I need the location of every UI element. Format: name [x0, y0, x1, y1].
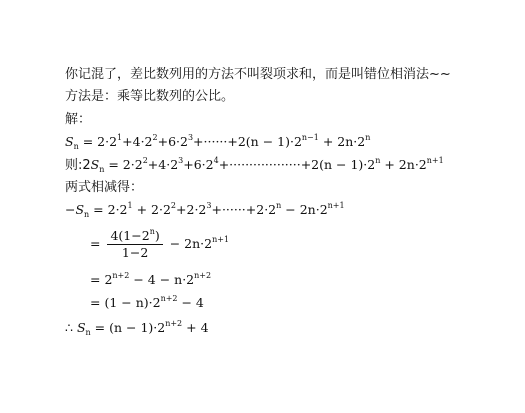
equation-2sn: 则$:2S_n = 2\cdot 2^2+4\cdot 2^3+6\cdot 2^4+\cdot\cdot\cdot\cdot\cdot\cdot\cdot\cdot\cdot\cdot\cdot\cdot\cdot\cdot\cdot\cdot\cdot\cdot+2(n - 1)\cdot 2^n + 2n\cdot 2^{n+1}$: [65, 156, 444, 174]
subtract-label: 两式相减得：: [65, 180, 144, 195]
solution-heading: 解：: [65, 112, 92, 127]
equation-result: ∴ $S_n = (n - 1)\cdot 2^{n+2} + 4$: [65, 319, 209, 337]
therefore-symbol: ∴: [65, 320, 73, 335]
equation-step-3: = $2^{n+2} - 4 - n\cdot 2^{n+2}$: [90, 271, 212, 287]
equation-sn: $S_n = 2\cdot 2^1+4\cdot 2^2+6\cdot 2^3+\cdot\cdot\cdot\cdot\cdot\cdot+2(n - 1)\cdot 2^{n-1} + 2n\cdot 2^n$: [65, 133, 371, 151]
intro-line-1: 你记混了，差比数列用的方法不叫裂项求和，而是叫错位相消法~~: [65, 67, 451, 82]
equation-fraction-step: = $\frac{4(1-2^n)}{1-2}$ − $2n\cdot 2^{n+1}$: [90, 227, 230, 260]
equation-step-4: = $(1 - n)\cdot 2^{n+2} - 4$: [90, 294, 204, 310]
fraction: $\frac{4(1-2^n)}{1-2}$: [107, 229, 162, 260]
equation-neg-sn: $-S_n = 2\cdot 2^1 + 2\cdot 2^2+2\cdot 2^3+\cdot\cdot\cdot\cdot\cdot\cdot+2\cdot 2^n - 2n\cdot 2^{n+1}$: [65, 201, 345, 219]
intro-line-2: 方法是：乘等比数列的公比。: [65, 89, 235, 104]
